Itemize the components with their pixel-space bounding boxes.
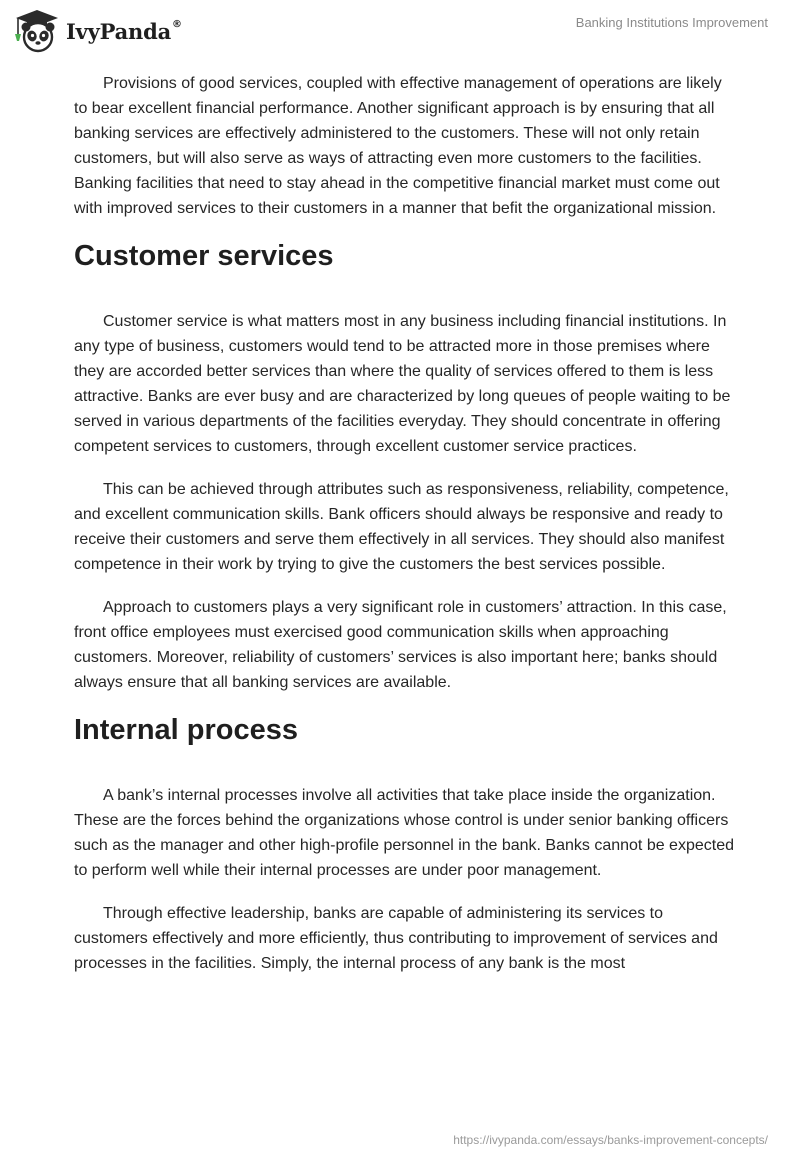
document-title: Banking Institutions Improvement (575, 15, 768, 30)
brand-name: IvyPanda® (66, 18, 182, 44)
source-url[interactable]: https://ivypanda.com/essays/banks-improvement-concepts/ (453, 1133, 768, 1147)
heading-internal-process: Internal process (74, 714, 299, 746)
customer-paragraph-3: Approach to customers plays a very significant role in customers’ attraction. In this case, front office employees must exercised good communication skills when approaching customers. Moreover, reliability of customers’ services is also important here; banks should always ensure that all banking services are available. (74, 599, 727, 691)
registered-mark: ® (172, 18, 182, 30)
customer-paragraph-2: This can be achieved through attributes such as responsiveness, reliability, competence, and excellent communication skills. Bank officers should always be responsive and ready to receive their customers and serve them effectively in all services. They should also manifest competence in their work by trying to give the customers the best services possible. (74, 481, 729, 573)
panda-graduate-icon (14, 8, 60, 54)
brand-logo[interactable] (14, 8, 182, 54)
intro-paragraph: Provisions of good services, coupled with effective management of operations are likely to bear excellent financial performance. Another significant approach is by ensuring that all banking services are effectively administered to the customers. These will not only retain customers, but will also serve as ways of attracting even more customers to the facilities. Banking facilities that need to stay ahead in the competitive financial market must come out with improved services to their customers in a manner that befit the organizational mission. (74, 75, 722, 217)
customer-paragraph-1: Customer service is what matters most in any business including financial institutions. In any type of business, customers would tend to be attracted more in those premises where they are accorded better services than where the quality of services offered to them is less attractive. Banks are ever busy and are characterized by long queues of people waiting to be served in various departments of the facilities everyday. They should concentrate in offering competent services to customers, through excellent customer service practices. (74, 313, 731, 455)
page-header (0, 0, 800, 62)
essay-content (74, 71, 734, 994)
heading-customer-services: Customer services (74, 240, 334, 272)
internal-paragraph-1: A bank’s internal processes involve all activities that take place inside the organization. These are the forces behind the organizations whose control is under senior banking officers such as the manager and other high-profile personnel in the bank. Banks cannot be expected to perform well while their internal processes are under poor management. (74, 787, 734, 879)
internal-paragraph-2: Through effective leadership, banks are capable of administering its services to customers effectively and more efficiently, thus contributing to improvement of services and processes in the facilities. Simply, the internal process of any bank is the most (74, 905, 718, 972)
